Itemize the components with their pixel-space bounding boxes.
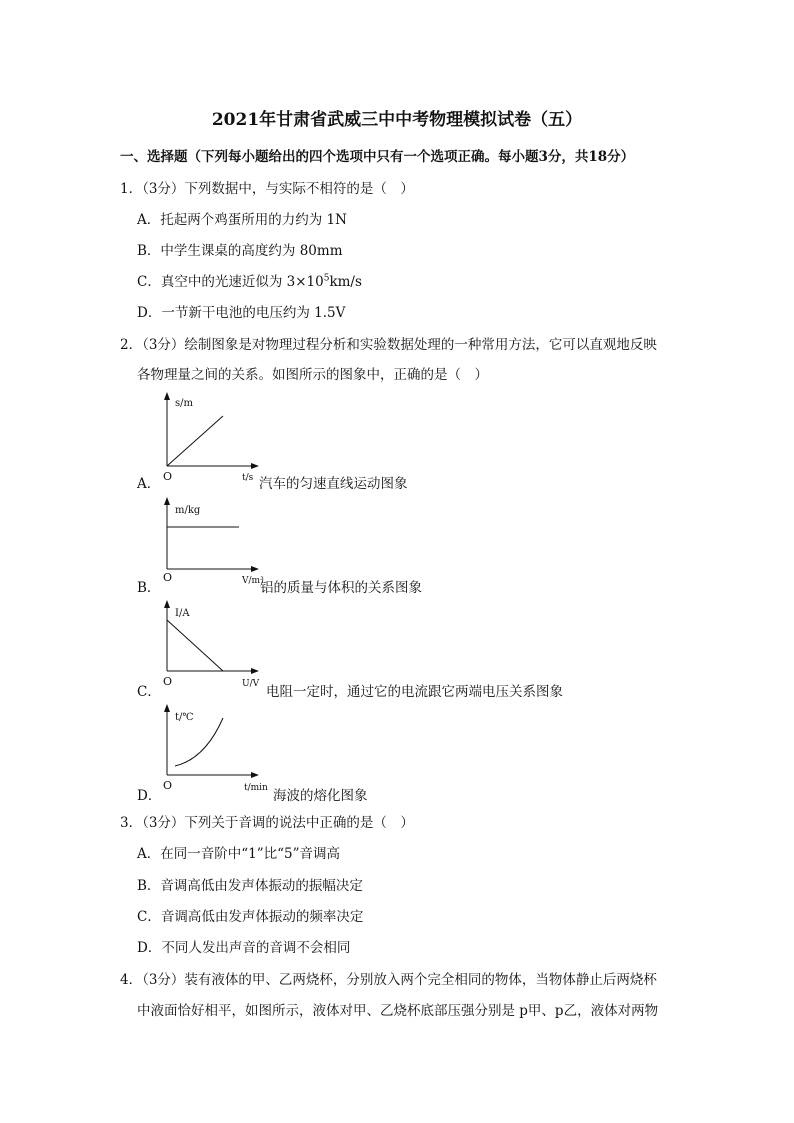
graph-c-ylabel: I/A bbox=[175, 608, 190, 619]
graph-c-y-arrow bbox=[164, 600, 170, 608]
graph-c-xlabel: U/V bbox=[242, 679, 260, 689]
question-1-stem: 1．（3分）下列数据中，与实际不相符的是（ ） bbox=[120, 181, 414, 197]
graph-d-y-arrow bbox=[164, 704, 170, 712]
graph-b-origin: O bbox=[163, 571, 173, 584]
graph-d-curve bbox=[175, 718, 223, 766]
graph-d-x-arrow bbox=[251, 772, 259, 778]
graph-c-curve bbox=[167, 620, 223, 671]
graph-b-xlabel: V/m³ bbox=[242, 576, 264, 586]
graph-d-ylabel: t/℃ bbox=[175, 712, 194, 723]
graph-a-origin: O bbox=[163, 470, 173, 483]
graph-c-x-arrow bbox=[251, 668, 259, 674]
graph-d-letter: D． bbox=[137, 788, 162, 804]
question-3-stem: 3．（3分）下列关于音调的说法中正确的是（ ） bbox=[120, 815, 414, 831]
graph-c bbox=[155, 600, 265, 700]
graph-d bbox=[155, 704, 275, 804]
graph-c-letter: C． bbox=[137, 684, 161, 700]
question-1-option-b: B．中学生课桌的高度约为 80mm bbox=[137, 243, 343, 259]
question-3-option-d: D．不同人发出声音的音调不会相同 bbox=[137, 940, 351, 956]
graph-a-ylabel: s/m bbox=[175, 398, 193, 409]
option-c-text: C．真空中的光速近似为 3×10 bbox=[137, 274, 324, 290]
section-heading: 一、选择题（下列每小题给出的四个选项中只有一个选项正确。每小题3分，共18分） bbox=[120, 149, 635, 165]
question-1-option-d: D．一节新干电池的电压约为 1.5V bbox=[137, 305, 346, 321]
option-c-unit: km/s bbox=[329, 274, 362, 290]
graph-a-letter: A． bbox=[137, 476, 161, 492]
graph-a-curve bbox=[167, 416, 223, 466]
question-2-stem-line1: 2．（3分）绘制图象是对物理过程分析和实验数据处理的一种常用方法，它可以直观地反映 bbox=[120, 337, 657, 353]
graph-d-caption: 海波的熔化图象 bbox=[273, 788, 368, 804]
question-3-option-c: C．音调高低由发声体振动的频率决定 bbox=[137, 909, 364, 925]
graph-b-letter: B． bbox=[137, 580, 161, 596]
graph-b bbox=[155, 497, 265, 597]
question-1-option-c bbox=[137, 270, 362, 290]
graph-c-origin: O bbox=[163, 675, 173, 688]
question-1-option-a: A．托起两个鸡蛋所用的力约为 1N bbox=[137, 212, 347, 228]
graph-b-y-arrow bbox=[164, 497, 170, 505]
graph-b-caption: 铝的质量与体积的关系图象 bbox=[260, 580, 422, 596]
option-c-exponent: 5 bbox=[323, 273, 330, 284]
graph-a-y-arrow bbox=[164, 392, 170, 400]
graph-b-x-arrow bbox=[251, 566, 259, 572]
graph-a bbox=[155, 392, 265, 492]
question-4-stem-line2: 中液面恰好相平，如图所示，液体对甲、乙烧杯底部压强分别是 p甲、p乙，液体对两物 bbox=[137, 1003, 659, 1019]
graph-b-ylabel: m/kg bbox=[175, 505, 201, 516]
graph-d-xlabel: t/min bbox=[244, 783, 268, 793]
question-3-option-b: B．音调高低由发声体振动的振幅决定 bbox=[137, 878, 363, 894]
graph-c-caption: 电阻一定时，通过它的电流跟它两端电压关系图象 bbox=[266, 684, 563, 700]
question-4-stem-line1: 4．（3分）装有液体的甲、乙两烧杯，分别放入两个完全相同的物体，当物体静止后两烧杯 bbox=[120, 972, 657, 988]
question-2-stem-line2: 各物理量之间的关系。如图所示的图象中，正确的是（ ） bbox=[137, 367, 488, 383]
graph-a-x-arrow bbox=[251, 463, 259, 469]
question-3-option-a: A．在同一音阶中“1”比“5”音调高 bbox=[137, 846, 341, 862]
graph-a-xlabel: t/s bbox=[242, 473, 254, 483]
graph-d-origin: O bbox=[163, 779, 173, 792]
page-title: 2021年甘肃省武威三中中考物理模拟试卷（五） bbox=[211, 110, 583, 130]
graph-a-caption: 汽车的匀速直线运动图象 bbox=[259, 476, 408, 492]
